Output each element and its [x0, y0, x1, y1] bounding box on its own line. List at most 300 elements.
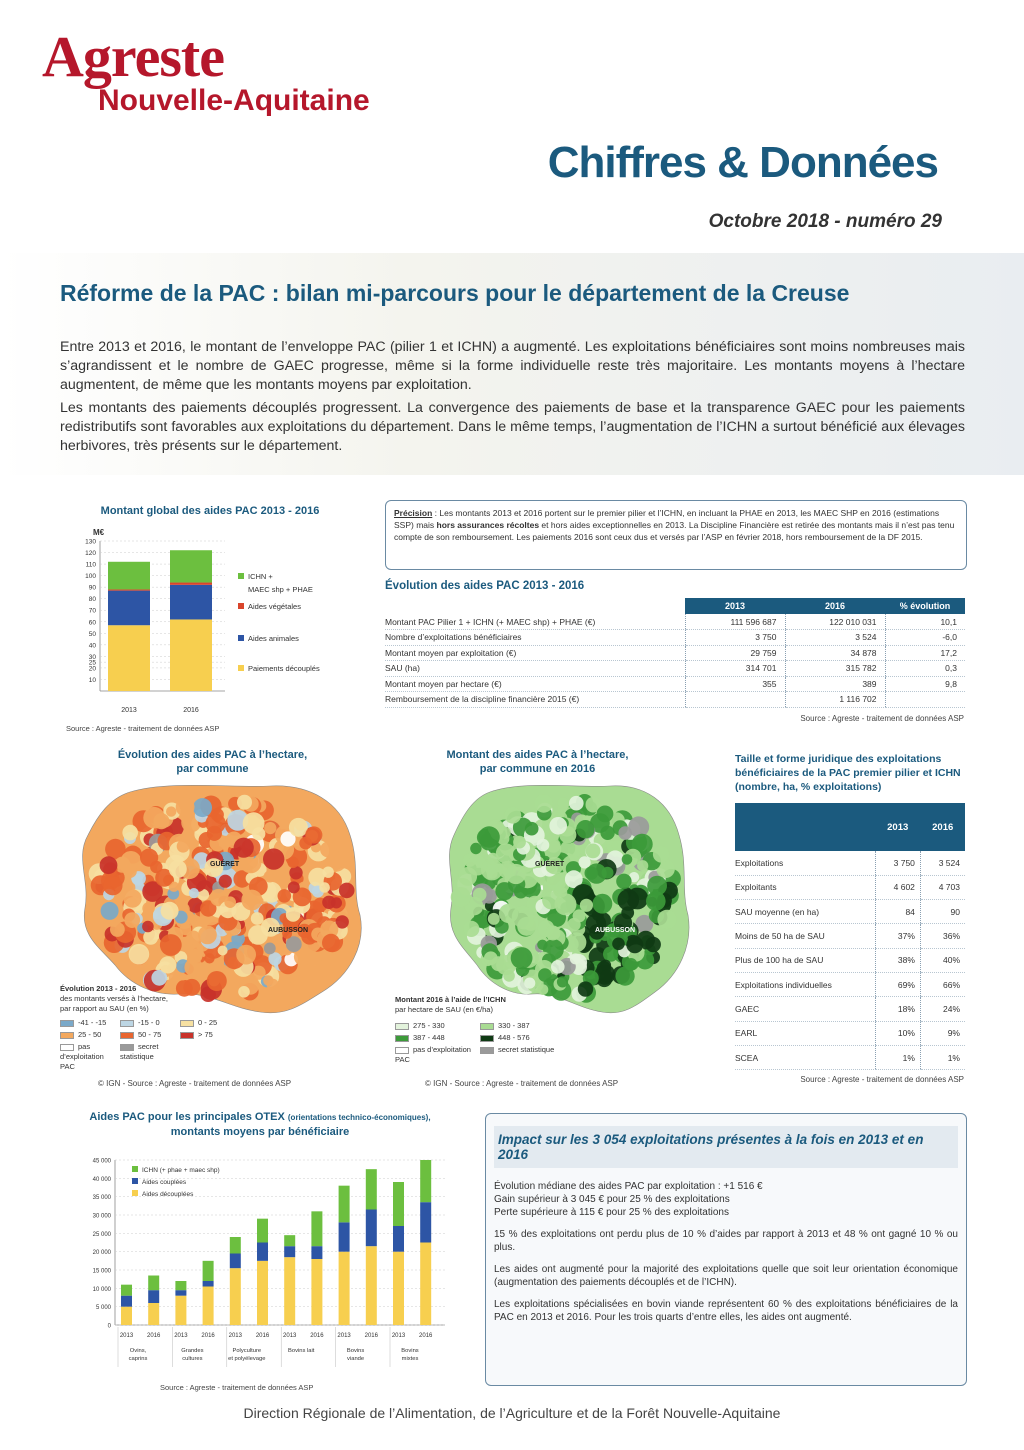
map1-legend-sub2: par rapport au SAU (en %) — [60, 1004, 149, 1013]
map1-legend-label: -15 - 0 — [138, 1018, 160, 1027]
map-commune — [193, 798, 212, 817]
chart3-tick-label: 35 000 — [92, 1195, 111, 1202]
map-commune — [451, 887, 471, 907]
map-commune — [503, 970, 515, 982]
map1-legend-label: 25 - 50 — [78, 1030, 102, 1039]
map-commune — [637, 860, 648, 871]
table-cell: Montant moyen par hectare (€) — [385, 676, 685, 692]
impact-box — [485, 1113, 967, 1386]
chart3-bar-segment — [420, 1160, 431, 1202]
map2-legend-title: Montant 2016 à l’aide de l’ICHN — [395, 995, 506, 1004]
table-cell: 9% — [920, 1021, 965, 1045]
chart3-group-label: Bovins — [346, 1348, 365, 1354]
chart3-bar-segment — [366, 1169, 377, 1209]
map-commune — [243, 812, 265, 834]
chart3-category-label: 2016 — [201, 1333, 215, 1339]
table-cell: Montant moyen par exploitation (€) — [385, 645, 685, 661]
table-cell: 1% — [920, 1045, 965, 1069]
map1-legend-label: 50 - 75 — [138, 1030, 162, 1039]
map-commune — [122, 825, 138, 841]
chart3-bar-segment — [393, 1252, 404, 1325]
map1-legend-item — [60, 1030, 120, 1040]
chart3-category-label: 2016 — [147, 1333, 161, 1339]
chart-global-aid — [60, 503, 360, 735]
table-cell: SAU (ha) — [385, 661, 685, 677]
map-commune — [593, 894, 613, 914]
article-intro — [60, 338, 965, 460]
chart-otex — [60, 1150, 460, 1395]
chart3-group-label: et polyélevage — [228, 1356, 266, 1362]
map-commune — [534, 794, 553, 813]
chart1-tick-label: 30 — [88, 653, 96, 661]
chart3-group-label: Polyculture — [232, 1348, 262, 1354]
chart3-category-label: 2013 — [391, 1333, 406, 1339]
chart1-ylabel: M€ — [93, 528, 105, 537]
table-row — [735, 997, 965, 1021]
chart3-bar-segment — [230, 1268, 241, 1325]
map-commune — [538, 968, 552, 982]
map1-legend-swatch — [180, 1020, 194, 1027]
map2-legend-label: 387 - 448 — [413, 1033, 445, 1042]
table-cell: Montant PAC Pilier 1 + ICHN (+ MAEC shp) + PHAE (€) — [385, 614, 685, 630]
table-header-cell: 2013 — [685, 598, 785, 614]
chart3-group-label: Ovins, — [129, 1348, 147, 1354]
map-commune — [579, 856, 591, 868]
table-header-cell: % évolution — [885, 598, 965, 614]
chart3-category-label: 2013 — [174, 1333, 188, 1339]
map-commune — [573, 909, 586, 922]
chart3-category-label: 2016 — [364, 1333, 378, 1339]
map1-legend-swatch — [180, 1032, 194, 1039]
chart1-bar-segment — [108, 591, 150, 626]
table-cell: 90 — [920, 900, 965, 924]
map-commune — [186, 931, 200, 945]
chart3-title-small: (orientations technico-économiques), — [287, 1113, 431, 1122]
map-commune — [142, 902, 155, 915]
impact-paragraph-4: Les exploitations spécialisées en bovin viande représentent 60 % des exploitations bénéficiaires de la PAC en 2013 et 2016. Pour les trois quarts d’entre elles, les aides ont augmenté. — [494, 1299, 958, 1323]
table-row — [735, 851, 965, 875]
map-commune — [176, 798, 195, 817]
chart3-tick-label: 5 000 — [95, 1305, 111, 1312]
map2-legend — [395, 995, 590, 1065]
chart3-category-label: 2016 — [255, 1333, 270, 1339]
chart1-legend-swatch — [238, 665, 244, 671]
chart1-legend-label: Paiements découplés — [248, 664, 320, 673]
map1-legend-title: Évolution 2013 - 2016 — [60, 984, 137, 993]
chart3-bar-segment — [284, 1257, 295, 1325]
chart3-bar-segment — [311, 1211, 322, 1246]
chart3-legend-swatch — [132, 1166, 138, 1172]
table-cell: 314 701 — [685, 661, 785, 677]
map1-legend-item — [120, 1030, 180, 1040]
map-aid-per-hectare — [430, 780, 695, 1020]
map-commune — [585, 866, 598, 879]
chart1-bar-segment — [108, 589, 150, 590]
chart3-legend-label: Aides découplées — [142, 1191, 194, 1198]
map1-legend-sub1: des montants versés à l’hectare, — [60, 994, 168, 1003]
map-commune — [224, 896, 236, 908]
chart-global-aid-svg — [60, 503, 360, 735]
chart1-title: Montant global des aides PAC 2013 - 2016 — [100, 505, 320, 517]
chart3-legend-swatch — [132, 1190, 138, 1196]
map-commune — [525, 822, 539, 836]
map-commune — [103, 876, 122, 895]
chart1-legend-label: ICHN + — [248, 572, 273, 581]
map-commune — [100, 856, 118, 874]
map-commune — [124, 912, 140, 928]
chart3-group-label: Bovins — [401, 1348, 419, 1354]
chart3-group-label: cultures — [182, 1356, 203, 1362]
map1-legend-item — [120, 1018, 180, 1028]
map-commune — [555, 893, 577, 915]
map1-legend-label: pas d’exploitation PAC — [60, 1042, 104, 1071]
table-cell: 29 759 — [685, 645, 785, 661]
chart3-bar-segment — [420, 1243, 431, 1326]
map1-city-aubusson: AUBUSSON — [268, 927, 309, 934]
chart1-bar-segment — [170, 583, 212, 585]
chart3-legend-label: ICHN (+ phae + maec shp) — [142, 1167, 220, 1174]
table-cell: 38% — [875, 948, 920, 972]
map-commune — [569, 796, 584, 811]
chart3-bar-segment — [393, 1182, 404, 1226]
map-commune — [524, 978, 535, 989]
table-cell: 37% — [875, 924, 920, 948]
chart3-tick-label: 20 000 — [92, 1250, 111, 1257]
table-header-cell: 2016 — [785, 598, 885, 614]
map-commune — [289, 866, 302, 879]
chart3-bar-segment — [339, 1222, 350, 1251]
map-commune — [160, 934, 182, 956]
map2-legend-item — [480, 1045, 590, 1065]
impact-line-3: Perte supérieure à 115 € pour 25 % des exploitations — [494, 1207, 729, 1218]
table-cell: 3 750 — [875, 851, 920, 875]
map-commune — [496, 843, 516, 863]
chart1-bar-segment — [170, 585, 212, 620]
chart1-tick-label: 50 — [88, 630, 96, 638]
chart1-legend-swatch — [238, 635, 244, 641]
table-cell: 34 878 — [785, 645, 885, 661]
chart1-tick-label: 120 — [85, 550, 96, 558]
table-cell: Plus de 100 ha de SAU — [735, 948, 875, 972]
map-commune — [288, 881, 300, 893]
table-header-cell: 2013 — [875, 803, 920, 851]
map1-legend-swatch — [60, 1032, 74, 1039]
chart3-tick-label: 45 000 — [92, 1158, 111, 1165]
map1-legend-label: -41 - -15 — [78, 1018, 107, 1027]
map-commune — [478, 826, 499, 847]
table-cell: -6,0 — [885, 630, 965, 646]
table-row — [735, 948, 965, 972]
chart3-title — [60, 1110, 460, 1139]
map-commune — [586, 844, 601, 859]
map1-legend-swatch — [120, 1044, 134, 1051]
issue-date: Octobre 2018 - numéro 29 — [708, 211, 942, 232]
chart3-group-label: mixtes — [401, 1356, 419, 1362]
table-cell: Exploitations — [735, 851, 875, 875]
chart3-bar-segment — [284, 1246, 295, 1257]
chart3-bar-segment — [257, 1261, 268, 1325]
chart3-bar-segment — [148, 1303, 159, 1325]
footer: Direction Régionale de l’Alimentation, de l’Agriculture et de la Forêt Nouvelle-Aquitaine — [243, 1405, 781, 1421]
map-commune — [576, 820, 594, 838]
chart3-group-label: viande — [347, 1356, 365, 1362]
chart3-category-label: 2013 — [337, 1333, 351, 1339]
map-commune — [237, 795, 252, 810]
chart1-bar-segment — [170, 550, 212, 582]
map-commune — [657, 910, 676, 929]
table-row — [735, 924, 965, 948]
chart3-bar-segment — [230, 1237, 241, 1254]
table-cell — [885, 692, 965, 708]
map2-legend-swatch — [395, 1047, 409, 1054]
chart3-bar-segment — [175, 1281, 186, 1290]
precision-text-b: et hors aides exceptionnelles en 2013. La Discipline Financière est retirée des montants mais il n’est pas tenu compte de son remboursement. Les paiements 2016 sont ceux dus et versés par l’ASP en février 2018, hors remboursement de la DF 2015. — [394, 520, 955, 542]
table-row — [385, 614, 965, 630]
precision-bold: hors assurances récoltes — [436, 520, 540, 530]
map-commune — [129, 944, 150, 965]
table1-source: Source : Agreste - traitement de données ASP — [800, 714, 964, 723]
map2-legend-item — [480, 1033, 590, 1043]
chart3-category-label: 2013 — [283, 1333, 297, 1339]
map2-legend-swatch — [395, 1035, 409, 1042]
map-commune — [653, 846, 670, 863]
table-row — [385, 676, 965, 692]
map2-title — [385, 748, 690, 776]
map1-legend-label: secret statistique — [120, 1042, 159, 1061]
map-commune — [580, 899, 593, 912]
table-cell: 1% — [875, 1045, 920, 1069]
table-row — [385, 630, 965, 646]
table-cell: Remboursement de la discipline financière 2015 (€) — [385, 692, 685, 708]
chart1-source: Source : Agreste - traitement de données ASP — [66, 724, 220, 733]
map-commune — [622, 854, 633, 865]
chart3-bar-segment — [148, 1290, 159, 1303]
chart3-legend-swatch — [132, 1178, 138, 1184]
table-cell: 84 — [875, 900, 920, 924]
chart3-tick-label: 10 000 — [92, 1286, 111, 1293]
map-commune — [618, 889, 640, 911]
map-commune — [545, 926, 560, 941]
map-commune — [159, 956, 176, 973]
map1-legend-classes — [60, 1018, 270, 1072]
chart1-bar-segment — [108, 562, 150, 590]
table-cell: SAU moyenne (en ha) — [735, 900, 875, 924]
map-commune — [280, 976, 291, 987]
chart3-bar-segment — [366, 1210, 377, 1247]
map-commune — [458, 867, 477, 886]
map-commune — [234, 838, 254, 858]
map-commune — [101, 902, 119, 920]
intro-paragraph-2: Les montants des paiements découplés progressent. La convergence des paiements de base et la transparence GAEC pour les paiements redistributifs sont favorables aux exploitations du département. Dans le même temps, l’augmentation de l’ICHN a surtout bénéficié aux élevages herbivores, très présents sur le département. — [60, 400, 965, 454]
map-commune — [189, 888, 199, 898]
table-header-cell — [385, 598, 685, 614]
map-commune — [616, 874, 631, 889]
table-cell: EARL — [735, 1021, 875, 1045]
table-cell: 315 782 — [785, 661, 885, 677]
chart3-category-label: 2013 — [119, 1333, 134, 1339]
map1-legend-swatch — [60, 1044, 74, 1051]
table-cell: 355 — [685, 676, 785, 692]
chart1-category-label: 2013 — [121, 707, 137, 714]
table-row — [735, 1021, 965, 1045]
table-cell: 1 116 702 — [785, 692, 885, 708]
logo-region: Nouvelle-Aquitaine — [98, 84, 370, 117]
map-commune — [499, 904, 518, 923]
chart3-bar-segment — [257, 1219, 268, 1243]
chart1-category-label: 2016 — [183, 707, 199, 714]
map-commune — [511, 947, 533, 969]
chart3-bar-segment — [339, 1186, 350, 1223]
map1-legend-item — [120, 1042, 180, 1072]
map1-legend-swatch — [60, 1020, 74, 1027]
table-header-cell — [735, 803, 875, 851]
chart3-bar-segment — [284, 1235, 295, 1246]
chart3-bar-segment — [121, 1285, 132, 1296]
table-cell: Exploitants — [735, 875, 875, 899]
map-commune — [618, 826, 632, 840]
chart1-legend-label: Aides animales — [248, 634, 299, 643]
map-commune — [263, 848, 284, 869]
map2-legend-swatch — [395, 1023, 409, 1030]
map1-legend-swatch — [120, 1032, 134, 1039]
map1-title — [60, 748, 365, 776]
map-commune — [463, 921, 479, 937]
logo-title: Agreste — [42, 24, 224, 89]
map1-legend-swatch — [120, 1020, 134, 1027]
map2-legend-swatch — [480, 1047, 494, 1054]
table-row — [385, 661, 965, 677]
chart1-tick-label: 40 — [88, 642, 96, 650]
map-commune — [625, 958, 638, 971]
precision-text-a: : Les montants 2013 et 2016 portent sur le premier pilier et l’ICHN, en incluant la PHAE en 2013, les MAEC SHP en 2016 (estimations SSP) mais — [394, 508, 940, 530]
map-commune — [339, 883, 355, 899]
map2-source: © IGN - Source : Agreste - traitement de données ASP — [425, 1079, 619, 1088]
map-commune — [286, 907, 301, 922]
chart3-category-label: 2013 — [228, 1333, 242, 1339]
table-cell: Nombre d’exploitations bénéficiaires — [385, 630, 685, 646]
map-commune — [646, 937, 661, 952]
table2-source: Source : Agreste - traitement de données ASP — [800, 1075, 964, 1084]
publication-title: Chiffres & Données — [547, 138, 938, 187]
table-cell: 18% — [875, 997, 920, 1021]
map-commune — [143, 930, 158, 945]
chart3-bar-segment — [121, 1296, 132, 1307]
map-commune — [198, 926, 217, 945]
map-commune — [123, 864, 137, 878]
chart1-tick-label: 90 — [88, 584, 96, 592]
table-cell: 40% — [920, 948, 965, 972]
table-cell: 9,8 — [885, 676, 965, 692]
chart3-bar-segment — [203, 1287, 214, 1326]
chart3-title-main: Aides PAC pour les principales OTEX — [89, 1111, 285, 1123]
impact-line-2: Gain supérieur à 3 045 € pour 25 % des exploitations — [494, 1194, 730, 1205]
map2-legend-swatch — [480, 1023, 494, 1030]
table-row — [385, 645, 965, 661]
table-cell: 122 010 031 — [785, 614, 885, 630]
map-commune — [488, 913, 500, 925]
table-cell: 111 596 687 — [685, 614, 785, 630]
chart3-bar-segment — [366, 1246, 377, 1325]
table-cell: 17,2 — [885, 645, 965, 661]
map1-title-line2: par commune — [176, 763, 249, 775]
map-commune — [110, 922, 125, 937]
map-commune — [504, 807, 521, 824]
chart3-tick-label: 25 000 — [92, 1231, 111, 1238]
map2-legend-item — [480, 1021, 590, 1031]
table-cell: 36% — [920, 924, 965, 948]
map1-legend — [60, 984, 270, 1072]
table-header-cell: 2016 — [920, 803, 965, 851]
chart3-bar-segment — [420, 1202, 431, 1242]
chart1-legend-label: MAEC shp + PHAE — [248, 585, 313, 594]
map2-legend-label: 275 - 330 — [413, 1021, 445, 1030]
chart-otex-svg — [60, 1150, 460, 1395]
table-cell: 4 602 — [875, 875, 920, 899]
impact-body — [486, 1168, 966, 1324]
chart3-group-label: Grandes — [181, 1348, 204, 1354]
chart1-tick-label: 20 — [88, 665, 96, 673]
table-cell: 3 524 — [920, 851, 965, 875]
map1-legend-item — [60, 1042, 120, 1072]
chart3-bar-segment — [257, 1243, 268, 1261]
chart3-bar-segment — [311, 1246, 322, 1259]
map-commune — [264, 943, 276, 955]
map2-legend-label: 448 - 576 — [498, 1033, 530, 1042]
map-commune — [602, 867, 614, 879]
map-commune — [241, 890, 262, 911]
map1-legend-label: > 75 — [198, 1030, 213, 1039]
map2-legend-sub1: par hectare de SAU (en €/ha) — [395, 1005, 493, 1014]
table2-title: Taille et forme juridique des exploitations bénéficiaires de la PAC premier pilier et ICHN (nombre, ha, % exploitations) — [735, 753, 961, 793]
map2-legend-label: 330 - 387 — [498, 1021, 530, 1030]
chart3-bar-segment — [203, 1281, 214, 1287]
map-commune — [612, 938, 625, 951]
map2-legend-label: pas d’exploitation PAC — [395, 1045, 471, 1064]
table-cell: 66% — [920, 972, 965, 996]
chart3-tick-label: 0 — [107, 1323, 111, 1330]
chart3-legend-label: Aides couplées — [142, 1179, 187, 1186]
table1-title: Évolution des aides PAC 2013 - 2016 — [385, 580, 585, 592]
map-commune — [204, 953, 214, 963]
chart1-legend-label: Aides végétales — [248, 602, 301, 611]
map-commune — [570, 953, 581, 964]
map2-legend-classes — [395, 1021, 590, 1065]
map-commune — [506, 864, 526, 884]
intro-paragraph-1: Entre 2013 et 2016, le montant de l’enveloppe PAC (pilier 1 et ICHN) a augmenté. Les exploitations bénéficiaires sont moins nombreuses mais s’agrandissent et le nombre de GAEC progresse, même si la forme individuelle reste très majoritaire. Les montants moyens à l’hectare augmentent, de même que les montants moyens par exploitation. — [60, 339, 965, 393]
map-commune — [142, 921, 154, 933]
chart3-tick-label: 30 000 — [92, 1213, 111, 1220]
map-commune — [161, 902, 179, 920]
table-cell: 10% — [875, 1021, 920, 1045]
chart1-bar-segment — [170, 619, 212, 691]
chart3-group-label: Bovins lait — [287, 1348, 315, 1354]
chart3-bar-segment — [230, 1254, 241, 1269]
map-commune — [219, 875, 232, 888]
chart3-bar-segment — [203, 1261, 214, 1281]
chart1-legend-swatch — [238, 603, 244, 609]
article-title: Réforme de la PAC : bilan mi-parcours pour le département de la Creuse — [60, 280, 850, 306]
table-cell: 389 — [785, 676, 885, 692]
map-commune — [264, 822, 276, 834]
chart3-bar-segment — [175, 1290, 186, 1296]
map2-city-aubusson: AUBUSSON — [595, 927, 636, 934]
table-row — [735, 900, 965, 924]
map-commune — [308, 952, 322, 966]
map-commune — [236, 945, 256, 965]
table-aid-evolution — [385, 598, 965, 708]
map-commune — [123, 889, 141, 907]
table-header-row — [385, 598, 965, 614]
